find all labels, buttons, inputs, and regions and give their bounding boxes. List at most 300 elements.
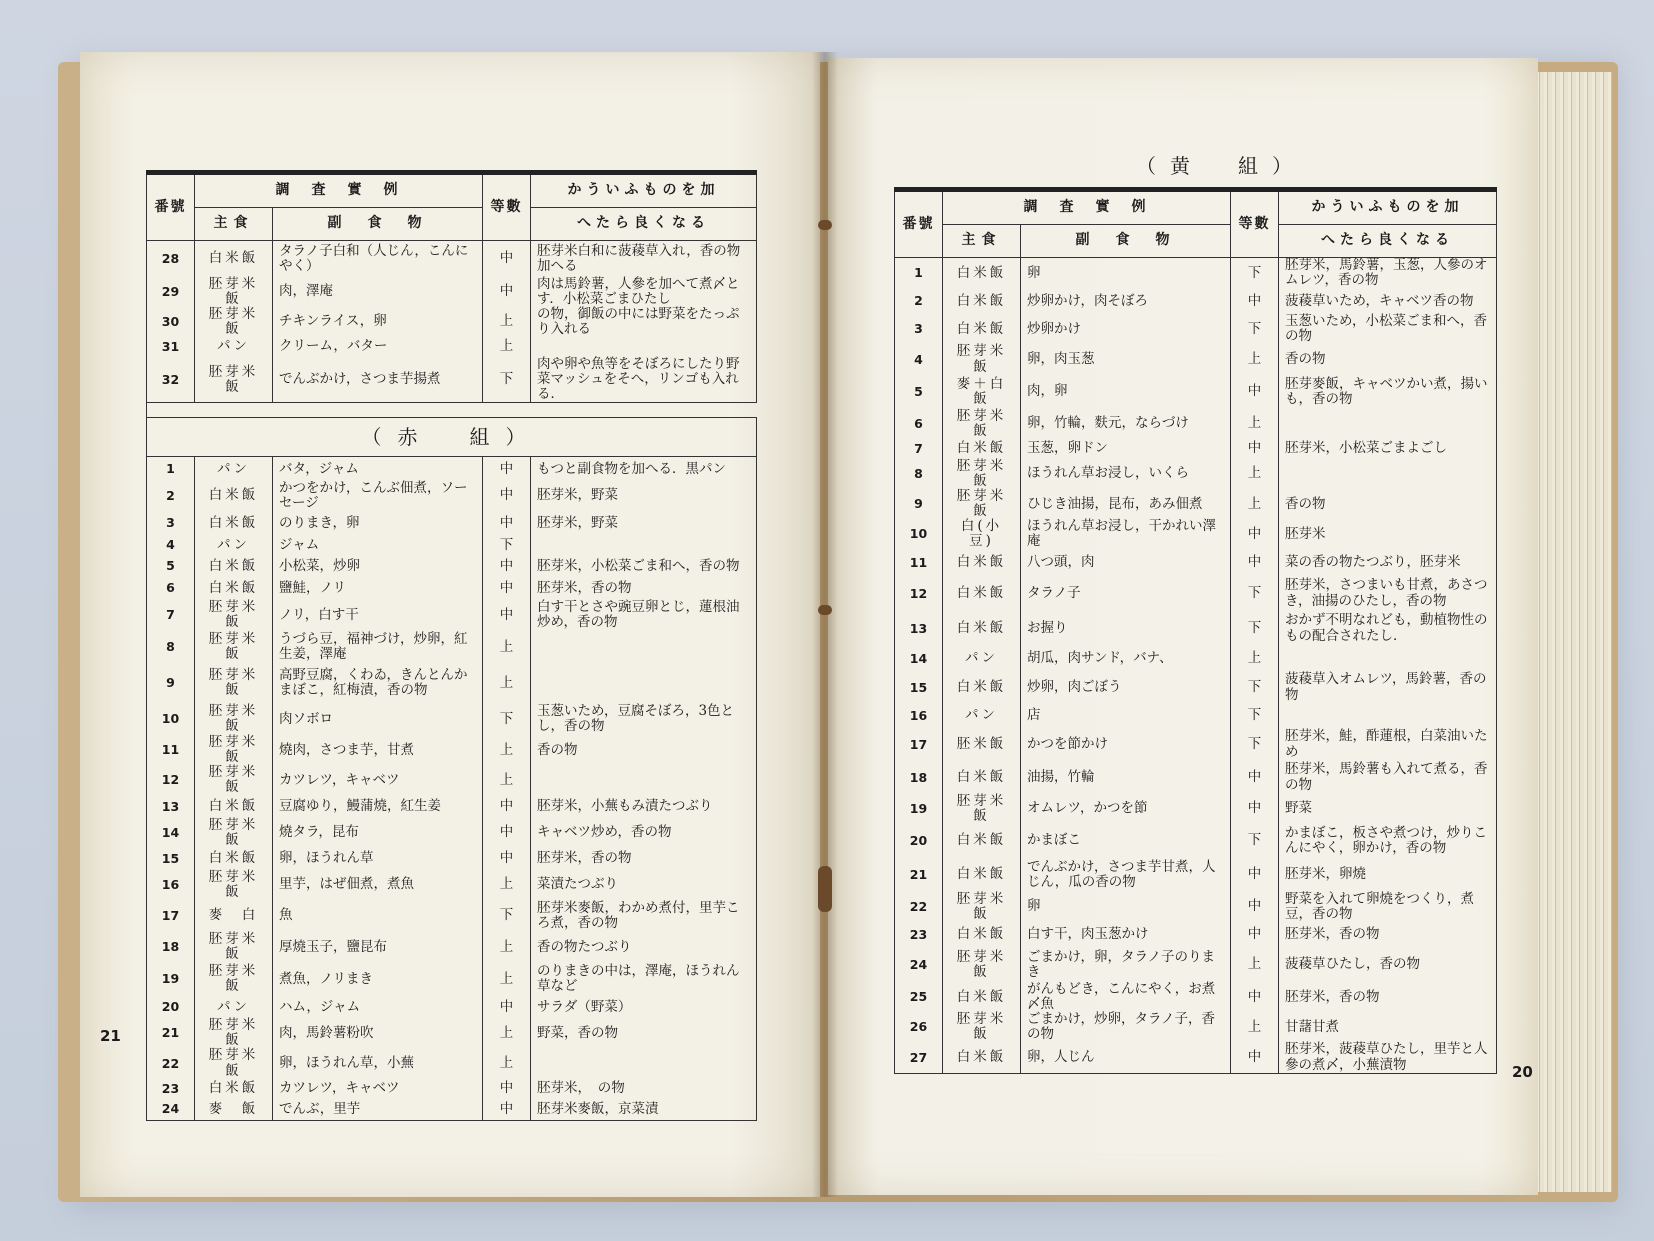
improvement-advice: 胚芽米，菠薐草ひたし，里芋と人參の煮〆，小蕪漬物 bbox=[1279, 1042, 1497, 1073]
table-row bbox=[147, 337, 757, 357]
side-dish: でんぶ，里芋 bbox=[273, 1099, 483, 1121]
page-edges bbox=[1536, 72, 1612, 1192]
grade: 中 bbox=[483, 796, 531, 818]
table-row bbox=[147, 735, 757, 765]
improvement-advice: 菜漬たつぶり bbox=[531, 870, 757, 900]
row-number: 20 bbox=[895, 824, 943, 858]
row-number: 15 bbox=[895, 672, 943, 704]
staple-food: 白米飯 bbox=[195, 555, 273, 577]
side-dish: 炒卵かけ bbox=[1021, 314, 1231, 344]
grade: 中 bbox=[483, 457, 531, 481]
table-row bbox=[147, 481, 757, 511]
improvement-advice bbox=[531, 1048, 757, 1078]
side-dish: オムレツ，かつを節 bbox=[1021, 794, 1231, 824]
table-row bbox=[147, 577, 757, 599]
table-row bbox=[895, 892, 1497, 922]
table-row bbox=[895, 439, 1497, 459]
improvement-advice: 菠薐草ひたし，香の物 bbox=[1279, 948, 1497, 982]
row-number: 10 bbox=[147, 703, 195, 735]
row-number: 2 bbox=[895, 288, 943, 314]
improvement-advice: 玉葱いため，豆腐そぼろ，3色とし，香の物 bbox=[531, 703, 757, 735]
row-number: 3 bbox=[147, 511, 195, 535]
improvement-advice bbox=[1279, 409, 1497, 439]
staple-food: 胚芽米飯 bbox=[195, 932, 273, 962]
grade: 下 bbox=[1231, 612, 1279, 646]
side-dish: ジャム bbox=[273, 535, 483, 555]
grade: 中 bbox=[1231, 519, 1279, 549]
table-row bbox=[895, 459, 1497, 489]
grade: 下 bbox=[483, 357, 531, 403]
side-dish: 炒卵，肉ごぼう bbox=[1021, 672, 1231, 704]
row-number: 15 bbox=[147, 848, 195, 870]
table-row bbox=[147, 1079, 757, 1099]
staple-food: 胚芽米飯 bbox=[943, 948, 1021, 982]
grade: 下 bbox=[483, 900, 531, 932]
side-dish: うづら豆，福神づけ，炒卵，紅生姜，澤庵 bbox=[273, 631, 483, 663]
staple-food: 胚芽米飯 bbox=[195, 1018, 273, 1048]
header-advice-1: かういふものを加 bbox=[531, 173, 757, 208]
staple-food: 胚芽米飯 bbox=[195, 703, 273, 735]
staple-food: 胚芽米飯 bbox=[943, 794, 1021, 824]
improvement-advice: 胚芽米，卵燒 bbox=[1279, 858, 1497, 892]
staple-food: 胚芽米飯 bbox=[195, 357, 273, 403]
table-row bbox=[895, 1012, 1497, 1042]
header-survey: 調 査 實 例 bbox=[943, 190, 1231, 225]
side-dish: のりまき，卵 bbox=[273, 511, 483, 535]
side-dish: 卵 bbox=[1021, 258, 1231, 289]
staple-food: 胚芽米飯 bbox=[195, 735, 273, 765]
staple-food: 胚芽米飯 bbox=[943, 459, 1021, 489]
grade: 下 bbox=[1231, 314, 1279, 344]
staple-food: 胚芽米飯 bbox=[943, 1012, 1021, 1042]
table-row bbox=[895, 375, 1497, 409]
side-dish: 里芋，はぜ佃煮，煮魚 bbox=[273, 870, 483, 900]
grade: 上 bbox=[1231, 344, 1279, 374]
table-row bbox=[895, 489, 1497, 519]
grade: 中 bbox=[1231, 892, 1279, 922]
header-no: 番號 bbox=[895, 190, 943, 258]
row-number: 20 bbox=[147, 996, 195, 1018]
staple-food: 胚芽米飯 bbox=[195, 631, 273, 663]
staple-food: 白米飯 bbox=[943, 672, 1021, 704]
row-number: 1 bbox=[895, 258, 943, 289]
improvement-advice: 胚芽米，馬鈴薯も入れて煮る，香の物 bbox=[1279, 762, 1497, 794]
grade: 下 bbox=[483, 703, 531, 735]
side-dish: 胡瓜，肉サンド，バナ、 bbox=[1021, 646, 1231, 672]
row-number: 21 bbox=[147, 1018, 195, 1048]
table-row bbox=[147, 996, 757, 1018]
grade: 上 bbox=[483, 932, 531, 962]
grade: 中 bbox=[483, 481, 531, 511]
staple-food: パン bbox=[943, 704, 1021, 728]
side-dish: ひじき油揚，昆布，あみ佃煮 bbox=[1021, 489, 1231, 519]
row-number: 32 bbox=[147, 357, 195, 403]
side-dish: 豆腐ゆり，鰻蒲燒，紅生姜 bbox=[273, 796, 483, 818]
improvement-advice: 胚芽米，鮭，酢蓮根，白菜油いため bbox=[1279, 728, 1497, 762]
row-number: 13 bbox=[895, 612, 943, 646]
table-row bbox=[147, 241, 757, 277]
grade: 上 bbox=[483, 1048, 531, 1078]
grade: 中 bbox=[1231, 288, 1279, 314]
row-number: 18 bbox=[895, 762, 943, 794]
improvement-advice: おかず不明なれども，動植物性のもの配合されたし． bbox=[1279, 612, 1497, 646]
header-side: 副 食 物 bbox=[1021, 225, 1231, 258]
table-row bbox=[895, 288, 1497, 314]
table-row bbox=[147, 1099, 757, 1121]
row-number: 24 bbox=[147, 1099, 195, 1121]
row-number: 9 bbox=[895, 489, 943, 519]
grade: 中 bbox=[483, 277, 531, 307]
row-number: 7 bbox=[895, 439, 943, 459]
improvement-advice: の物，御飯の中には野菜をたっぷり入れる bbox=[531, 307, 757, 337]
table-row bbox=[895, 258, 1497, 289]
row-number: 1 bbox=[147, 457, 195, 481]
staple-food: 白米飯 bbox=[195, 848, 273, 870]
staple-food: 白米飯 bbox=[943, 288, 1021, 314]
side-dish: 卵，竹輪，麩元，ならづけ bbox=[1021, 409, 1231, 439]
improvement-advice: 野菜 bbox=[1279, 794, 1497, 824]
header-staple: 主食 bbox=[943, 225, 1021, 258]
table-row bbox=[895, 409, 1497, 439]
improvement-advice: 胚芽米，香の物 bbox=[1279, 922, 1497, 948]
improvement-advice: 胚芽米，小蕪もみ漬たつぶり bbox=[531, 796, 757, 818]
table-row bbox=[895, 794, 1497, 824]
row-number: 5 bbox=[147, 555, 195, 577]
table-row bbox=[147, 631, 757, 663]
improvement-advice: 香の物たつぶり bbox=[531, 932, 757, 962]
left-meal-table bbox=[146, 170, 757, 1121]
staple-food: 胚芽米飯 bbox=[195, 277, 273, 307]
header-staple: 主食 bbox=[195, 208, 273, 241]
row-number: 26 bbox=[895, 1012, 943, 1042]
row-number: 8 bbox=[895, 459, 943, 489]
table-row bbox=[147, 535, 757, 555]
row-number: 4 bbox=[895, 344, 943, 374]
row-number: 17 bbox=[895, 728, 943, 762]
staple-food: 白米飯 bbox=[195, 577, 273, 599]
row-number: 9 bbox=[147, 663, 195, 703]
table-row bbox=[147, 796, 757, 818]
row-number: 12 bbox=[895, 576, 943, 612]
improvement-advice bbox=[531, 337, 757, 357]
side-dish: がんもどき，こんにやく，お煮〆魚 bbox=[1021, 982, 1231, 1012]
table-row bbox=[895, 550, 1497, 576]
staple-food: パン bbox=[195, 996, 273, 1018]
table-row bbox=[147, 703, 757, 735]
side-dish: 玉葱，卵ドン bbox=[1021, 439, 1231, 459]
improvement-advice: 胚芽米麥飯，京菜漬 bbox=[531, 1099, 757, 1121]
table-row bbox=[147, 1018, 757, 1048]
grade: 中 bbox=[1231, 762, 1279, 794]
grade: 中 bbox=[483, 818, 531, 848]
table-row bbox=[895, 646, 1497, 672]
header-advice-2: へたら良くなる bbox=[531, 208, 757, 241]
improvement-advice: 肉や卵や魚等をそぼろにしたり野菜マッシュをそへ，リンゴも入れる． bbox=[531, 357, 757, 403]
grade: 中 bbox=[483, 577, 531, 599]
grade: 上 bbox=[483, 1018, 531, 1048]
side-dish: 卵，ほうれん草 bbox=[273, 848, 483, 870]
grade: 上 bbox=[483, 631, 531, 663]
row-number: 29 bbox=[147, 277, 195, 307]
improvement-advice: 胚芽米麥飯，わかめ煮付，里芋ころ煮，香の物 bbox=[531, 900, 757, 932]
side-dish: でんぶかけ，さつま芋揚煮 bbox=[273, 357, 483, 403]
table-row bbox=[895, 922, 1497, 948]
grade: 中 bbox=[1231, 550, 1279, 576]
improvement-advice: 菠薐草入オムレツ，馬鈴薯，香の物 bbox=[1279, 672, 1497, 704]
header-advice-2: へたら良くなる bbox=[1279, 225, 1497, 258]
improvement-advice: 胚芽米，さつまいも甘煮，あさつき，油揚のひたし，香の物 bbox=[1279, 576, 1497, 612]
improvement-advice: かまぼこ，板さや煮つけ，炒りこんにやく，卵かけ，香の物 bbox=[1279, 824, 1497, 858]
header-survey: 調 査 實 例 bbox=[195, 173, 483, 208]
row-number: 22 bbox=[895, 892, 943, 922]
grade: 上 bbox=[483, 870, 531, 900]
improvement-advice: 胚芽米，香の物 bbox=[1279, 982, 1497, 1012]
side-dish: 煮魚，ノリまき bbox=[273, 962, 483, 996]
staple-food: 白米飯 bbox=[943, 612, 1021, 646]
improvement-advice: 胚芽米，小松菜ごまよごし bbox=[1279, 439, 1497, 459]
grade: 上 bbox=[483, 307, 531, 337]
row-number: 12 bbox=[147, 765, 195, 795]
grade: 中 bbox=[1231, 439, 1279, 459]
improvement-advice: キャベツ炒め，香の物 bbox=[531, 818, 757, 848]
grade: 中 bbox=[483, 1099, 531, 1121]
staple-food: パン bbox=[943, 646, 1021, 672]
staple-food: パン bbox=[195, 535, 273, 555]
red-section-head bbox=[147, 403, 757, 457]
row-number: 28 bbox=[147, 241, 195, 277]
side-dish: クリーム，バター bbox=[273, 337, 483, 357]
table-row bbox=[147, 357, 757, 403]
row-number: 24 bbox=[895, 948, 943, 982]
improvement-advice: 胚芽米，野菜 bbox=[531, 511, 757, 535]
grade: 下 bbox=[1231, 704, 1279, 728]
staple-food: 胚芽米飯 bbox=[943, 344, 1021, 374]
table-row bbox=[147, 818, 757, 848]
table-row bbox=[895, 948, 1497, 982]
staple-food: 麥 飯 bbox=[195, 1099, 273, 1121]
staple-food: 胚芽米飯 bbox=[943, 892, 1021, 922]
staple-food: 白米飯 bbox=[943, 550, 1021, 576]
grade: 下 bbox=[1231, 824, 1279, 858]
table-row bbox=[147, 511, 757, 535]
side-dish: ノリ，白す干 bbox=[273, 599, 483, 631]
row-number: 14 bbox=[895, 646, 943, 672]
side-dish: かつをかけ，こんぶ佃煮，ソーセージ bbox=[273, 481, 483, 511]
side-dish: 卵 bbox=[1021, 892, 1231, 922]
staple-food: 胚芽米飯 bbox=[195, 818, 273, 848]
grade: 中 bbox=[1231, 375, 1279, 409]
improvement-advice: もつと副食物を加へる．黒パン bbox=[531, 457, 757, 481]
table-row bbox=[895, 1042, 1497, 1073]
improvement-advice: 胚芽米 bbox=[1279, 519, 1497, 549]
table-row bbox=[147, 663, 757, 703]
improvement-advice: 胚芽麥飯，キャベツかい煮，揚いも，香の物 bbox=[1279, 375, 1497, 409]
page-number-right: 20 bbox=[1512, 1063, 1533, 1081]
row-number: 19 bbox=[147, 962, 195, 996]
improvement-advice bbox=[531, 631, 757, 663]
row-number: 25 bbox=[895, 982, 943, 1012]
improvement-advice: 胚芽米白和に菠薐草入れ，香の物加へる bbox=[531, 241, 757, 277]
staple-food: 胚芽米飯 bbox=[195, 765, 273, 795]
side-dish: 白す干，肉玉葱かけ bbox=[1021, 922, 1231, 948]
staple-food: 白米飯 bbox=[943, 824, 1021, 858]
improvement-advice: 玉葱いため，小松菜ごま和へ，香の物 bbox=[1279, 314, 1497, 344]
table-row bbox=[895, 824, 1497, 858]
row-number: 22 bbox=[147, 1048, 195, 1078]
table-row bbox=[147, 599, 757, 631]
staple-food: 麥 白 bbox=[195, 900, 273, 932]
side-dish: 魚 bbox=[273, 900, 483, 932]
table-row bbox=[147, 1048, 757, 1078]
grade: 上 bbox=[1231, 1012, 1279, 1042]
staple-food: 白米飯 bbox=[195, 1079, 273, 1099]
grade: 上 bbox=[483, 765, 531, 795]
row-number: 19 bbox=[895, 794, 943, 824]
table-row bbox=[147, 900, 757, 932]
side-dish: 燒肉，さつま芋，甘煮 bbox=[273, 735, 483, 765]
staple-food: 白米飯 bbox=[943, 858, 1021, 892]
grade: 中 bbox=[483, 1079, 531, 1099]
improvement-advice: 香の物 bbox=[531, 735, 757, 765]
improvement-advice bbox=[531, 535, 757, 555]
row-number: 2 bbox=[147, 481, 195, 511]
binding-thread bbox=[818, 866, 832, 912]
side-dish: タラノ子 bbox=[1021, 576, 1231, 612]
grade: 中 bbox=[483, 511, 531, 535]
staple-food: 胚芽米飯 bbox=[195, 1048, 273, 1078]
side-dish: 高野豆腐，くわゐ，きんとんかまぼこ，紅梅漬，香の物 bbox=[273, 663, 483, 703]
table-row bbox=[147, 870, 757, 900]
grade: 中 bbox=[1231, 858, 1279, 892]
table-row bbox=[895, 704, 1497, 728]
grade: 中 bbox=[483, 996, 531, 1018]
side-dish: 炒卵かけ，肉そぼろ bbox=[1021, 288, 1231, 314]
side-dish: チキンライス，卵 bbox=[273, 307, 483, 337]
staple-food: 胚芽米飯 bbox=[943, 489, 1021, 519]
grade: 下 bbox=[1231, 258, 1279, 289]
page-number-left: 21 bbox=[100, 1027, 121, 1045]
grade: 下 bbox=[1231, 672, 1279, 704]
improvement-advice: 胚芽米， の物 bbox=[531, 1079, 757, 1099]
staple-food: パン bbox=[195, 337, 273, 357]
row-number: 6 bbox=[895, 409, 943, 439]
header-no: 番號 bbox=[147, 173, 195, 241]
side-dish: かつを節かけ bbox=[1021, 728, 1231, 762]
improvement-advice bbox=[1279, 704, 1497, 728]
improvement-advice: 香の物 bbox=[1279, 344, 1497, 374]
grade: 上 bbox=[1231, 459, 1279, 489]
grade: 上 bbox=[1231, 646, 1279, 672]
row-number: 8 bbox=[147, 631, 195, 663]
staple-food: 白米飯 bbox=[195, 796, 273, 818]
yellow-group-title: （黄 組） bbox=[1136, 154, 1306, 178]
side-dish: 卵，肉玉葱 bbox=[1021, 344, 1231, 374]
side-dish: 油揚，竹輪 bbox=[1021, 762, 1231, 794]
side-dish: 八つ頭，肉 bbox=[1021, 550, 1231, 576]
side-dish: 肉ソボロ bbox=[273, 703, 483, 735]
table-row bbox=[147, 962, 757, 996]
staple-food: 胚芽米飯 bbox=[195, 962, 273, 996]
improvement-advice: 菜の香の物たつぶり，胚芽米 bbox=[1279, 550, 1497, 576]
side-dish: ごまかけ，炒卵，タラノ子，香の物 bbox=[1021, 1012, 1231, 1042]
staple-food: 胚芽米飯 bbox=[195, 663, 273, 703]
staple-food: 胚芽米飯 bbox=[195, 307, 273, 337]
table-row bbox=[147, 848, 757, 870]
staple-food: 白米飯 bbox=[195, 241, 273, 277]
improvement-advice: 胚芽米，香の物 bbox=[531, 848, 757, 870]
row-number: 31 bbox=[147, 337, 195, 357]
row-number: 16 bbox=[147, 870, 195, 900]
table-row bbox=[895, 314, 1497, 344]
improvement-advice: 甘藷甘煮 bbox=[1279, 1012, 1497, 1042]
table-row bbox=[147, 277, 757, 307]
grade: 中 bbox=[483, 555, 531, 577]
staple-food: 白米飯 bbox=[195, 511, 273, 535]
side-dish: ほうれん草お浸し，干かれい澤庵 bbox=[1021, 519, 1231, 549]
yellow-group-rows bbox=[895, 258, 1497, 1074]
row-number: 16 bbox=[895, 704, 943, 728]
row-number: 5 bbox=[895, 375, 943, 409]
side-dish: 卵，人じん bbox=[1021, 1042, 1231, 1073]
staple-food: 白米飯 bbox=[943, 762, 1021, 794]
grade: 中 bbox=[483, 599, 531, 631]
improvement-advice: 香の物 bbox=[1279, 489, 1497, 519]
improvement-advice bbox=[1279, 646, 1497, 672]
staple-food: 白米飯 bbox=[943, 982, 1021, 1012]
row-number: 17 bbox=[147, 900, 195, 932]
side-dish: 燒タラ，昆布 bbox=[273, 818, 483, 848]
side-dish: 肉，馬鈴薯粉吹 bbox=[273, 1018, 483, 1048]
staple-food: 白米飯 bbox=[943, 1042, 1021, 1073]
table-row bbox=[147, 307, 757, 337]
grade: 中 bbox=[483, 848, 531, 870]
staple-food: 白米飯 bbox=[943, 258, 1021, 289]
side-dish: 肉，澤庵 bbox=[273, 277, 483, 307]
side-dish: カツレツ，キャベツ bbox=[273, 1079, 483, 1099]
header-side: 副 食 物 bbox=[273, 208, 483, 241]
header-advice-1: かういふものを加 bbox=[1279, 190, 1497, 225]
side-dish: カツレツ，キャベツ bbox=[273, 765, 483, 795]
staple-food: 胚米飯 bbox=[943, 728, 1021, 762]
header-grade: 等數 bbox=[483, 173, 531, 241]
table-row bbox=[147, 555, 757, 577]
improvement-advice: 胚芽米，香の物 bbox=[531, 577, 757, 599]
row-number: 21 bbox=[895, 858, 943, 892]
grade: 中 bbox=[1231, 794, 1279, 824]
grade: 上 bbox=[1231, 948, 1279, 982]
row-number: 4 bbox=[147, 535, 195, 555]
improvement-advice: 胚芽米，野菜 bbox=[531, 481, 757, 511]
staple-food: 白米飯 bbox=[943, 576, 1021, 612]
side-dish: お握り bbox=[1021, 612, 1231, 646]
table-row bbox=[147, 765, 757, 795]
table-row bbox=[895, 982, 1497, 1012]
staple-food: 白米飯 bbox=[195, 481, 273, 511]
left-top-rows bbox=[147, 241, 757, 403]
staple-food: 胚芽米飯 bbox=[943, 409, 1021, 439]
red-group-rows bbox=[147, 457, 757, 1121]
improvement-advice: 野菜を入れて卵燒をつくり，煮豆，香の物 bbox=[1279, 892, 1497, 922]
table-row bbox=[895, 576, 1497, 612]
table-row bbox=[147, 457, 757, 481]
row-number: 3 bbox=[895, 314, 943, 344]
table-row bbox=[895, 858, 1497, 892]
side-dish: ごまかけ，卵，タラノ子のりまき bbox=[1021, 948, 1231, 982]
table-row bbox=[895, 728, 1497, 762]
improvement-advice: 野菜，香の物 bbox=[531, 1018, 757, 1048]
table-row bbox=[895, 344, 1497, 374]
staple-food: 胚芽米飯 bbox=[195, 599, 273, 631]
